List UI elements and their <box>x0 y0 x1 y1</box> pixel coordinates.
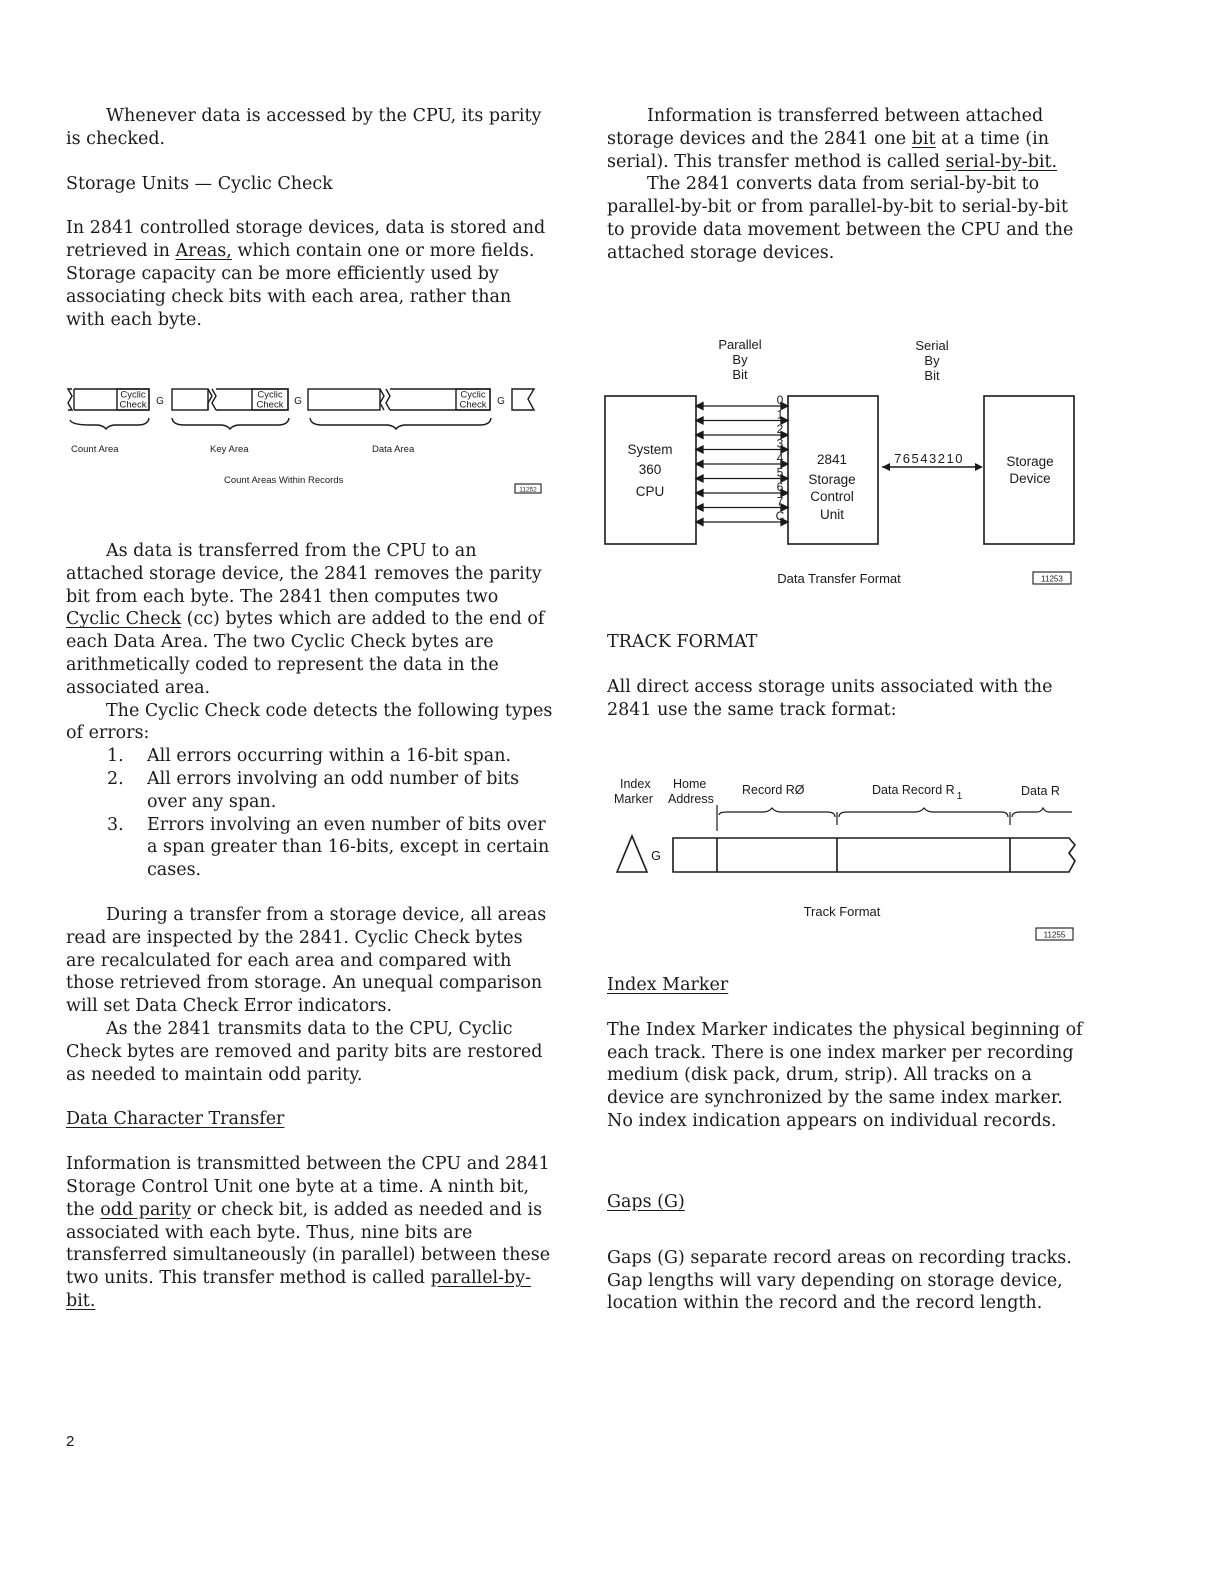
check-label-3: Check <box>459 399 487 411</box>
key-area-label: Key Area <box>210 444 249 455</box>
bit-arrow-left <box>696 446 703 453</box>
system-label: System <box>627 442 673 457</box>
bit-label-7: 7 <box>776 494 784 509</box>
data-r-label: Data R <box>1021 784 1060 798</box>
conversion-paragraph: The 2841 converts data from serial-by-bit to parallel-by-bit or from parallel-by-bit to serial-by-bit to provide data movement between the CPU and the attached storage devices. <box>607 174 1074 263</box>
track-format-caption: Track Format <box>803 904 881 919</box>
serial-by-label: By <box>924 353 940 368</box>
count-area-label: Count Area <box>71 444 119 455</box>
control-control-label: Control <box>810 489 854 504</box>
track-format-heading: TRACK FORMAT <box>607 632 758 652</box>
bit-label-4: 4 <box>776 451 784 465</box>
transmit-to-cpu-paragraph: As the 2841 transmits data to the CPU, Cyclic Check bytes are removed and parity bits are restored as needed to maintain odd parity. <box>66 1018 543 1085</box>
gap-label-1: G <box>156 396 164 407</box>
left-column <box>66 105 554 331</box>
device-storage-label: Storage <box>1006 454 1054 469</box>
bit-arrow-left <box>696 417 703 424</box>
bit-label-3: 3 <box>776 436 784 451</box>
error-item: 3. Errors involving an even number of bits over a span greater than 16-bits, except in certain cases. <box>107 814 550 881</box>
bit-arrow-left <box>696 475 703 482</box>
track-gap-label: G <box>651 849 661 863</box>
serial-bits-label: 76543210 <box>894 451 964 466</box>
bit-label-1: 1 <box>776 407 784 422</box>
index-label: Index <box>620 777 651 791</box>
home-label: Home <box>673 777 707 791</box>
count-areas-figure <box>60 380 560 500</box>
bit-arrow-left <box>696 504 703 511</box>
data-record-label: Data Record R $_1$ <box>872 783 963 802</box>
control-2841-label: 2841 <box>816 452 848 467</box>
areas-paragraph: In 2841 controlled storage devices, data is stored and retrieved in Areas, which contain one or more fields. Storage capacity can be more efficiently used by associating check bits with each area, rather than with each byte. <box>66 218 546 330</box>
cyclic-label-1: Cyclic <box>120 389 146 401</box>
bit-label-C: C <box>775 509 785 523</box>
check-label-2: Check <box>256 399 284 411</box>
serial-bit-label: Bit <box>924 368 940 383</box>
index-marker-paragraph: The Index Marker indicates the physical beginning of each track. There is one index marker per recording medium (disk pack, drum, strip). All tracks on a device are synchronized by the same index marker. No index indication appears on individual records. <box>607 1019 1083 1131</box>
gaps-heading: Gaps (G) <box>607 1192 685 1212</box>
data-transfer-figure <box>600 330 1090 595</box>
parallel-by-label: By <box>732 352 748 367</box>
data-area-label: Data Area <box>372 444 415 455</box>
right-column <box>607 105 1089 265</box>
bit-arrow-left <box>696 490 703 497</box>
fig2-ref: 11253 <box>1041 574 1063 584</box>
data-character-transfer-heading: Data Character Transfer <box>66 1109 285 1130</box>
byte-transfer-paragraph: Information is transmitted between the CPU and 2841 Storage Control Unit one byte at a time. A ninth bit, the odd parity or check bit, is added as needed and is associated with each byte. Thus, nine bits are transferred simultaneously (in parallel) between these two units. This transfer method is called parallel-by-bit. <box>66 1154 551 1311</box>
track-format-figure <box>605 765 1085 945</box>
gap-label-2: G <box>294 396 302 407</box>
system-360-label: 360 <box>638 462 662 477</box>
control-storage-label: Storage <box>808 472 856 487</box>
bit-arrow-left <box>696 519 703 526</box>
gap-label-3: G <box>497 396 505 407</box>
cyclic-check-paragraph: As data is transferred from the CPU to an attached storage device, the 2841 removes the parity bit from each byte. The 2841 then computes two Cyclic Check (cc) bytes which are added to the end of each Data Area. The two Cyclic Check bytes are arithmetically coded to represent the data in the associated area. <box>66 541 545 698</box>
transfer-from-device-paragraph: During a transfer from a storage device, all areas read are inspected by the 2841. Cyclic Check bytes are recalculated for each area and compared with those retrieved from storage. An unequal comparison will set Data Check Error indicators. <box>66 904 547 1017</box>
fig1-ref: 11252 <box>519 486 537 494</box>
address-label: Address <box>668 792 714 806</box>
error-item: 1. All errors occurring within a 16-bit span. <box>107 746 512 767</box>
track-format-paragraph: All direct access storage units associated with the 2841 use the same track format: <box>607 676 1053 720</box>
bit-arrow-left <box>696 461 703 468</box>
cpu-label: CPU <box>635 484 665 499</box>
serial-label: Serial <box>915 338 949 353</box>
bit-arrow-left <box>696 432 703 439</box>
error-types-paragraph: The Cyclic Check code detects the following types of errors: <box>66 700 553 744</box>
error-item: 2. All errors involving an odd number of bits over any span. <box>107 768 520 812</box>
storage-units-heading: Storage Units — Cyclic Check <box>66 173 333 194</box>
serial-transfer-paragraph: Information is transferred between attached storage devices and the 2841 one bit at a time (in serial). This transfer method is called serial-by-bit. <box>607 106 1058 172</box>
parity-paragraph: Whenever data is accessed by the CPU, its parity is checked. <box>66 106 542 149</box>
count-areas-caption: Count Areas Within Records <box>224 475 344 486</box>
error-list <box>66 745 554 882</box>
marker-label: Marker <box>614 792 653 806</box>
cyclic-label-2: Cyclic <box>257 389 283 401</box>
track-format-section <box>607 631 1089 721</box>
storage-device-box <box>984 396 1074 544</box>
bit-arrow-left <box>696 403 703 410</box>
device-label: Device <box>1009 471 1051 486</box>
page-number: 2 <box>66 1433 75 1450</box>
fig3-ref: 11255 <box>1043 930 1066 940</box>
control-unit-label: Unit <box>819 507 845 522</box>
gaps-section <box>607 1191 1089 1315</box>
cyclic-label-3: Cyclic <box>460 389 486 401</box>
record-r0-label: Record RØ <box>742 783 805 797</box>
gaps-paragraph: Gaps (G) separate record areas on recording tracks. Gap lengths will vary depending on storage device, location within the record and the record length. <box>607 1247 1072 1314</box>
bit-label-2: 2 <box>776 422 784 436</box>
bit-label-6: 6 <box>776 480 784 494</box>
index-marker-heading: Index Marker <box>607 975 729 995</box>
bit-label-5: 5 <box>776 465 784 480</box>
index-marker-section <box>607 974 1089 1133</box>
left-column-lower <box>66 540 554 1313</box>
bit-label-0: 0 <box>776 393 784 407</box>
data-transfer-caption: Data Transfer Format <box>777 571 901 586</box>
check-label-1: Check <box>119 399 147 411</box>
parallel-label: Parallel <box>718 337 762 352</box>
parallel-bit-label: Bit <box>732 367 748 382</box>
